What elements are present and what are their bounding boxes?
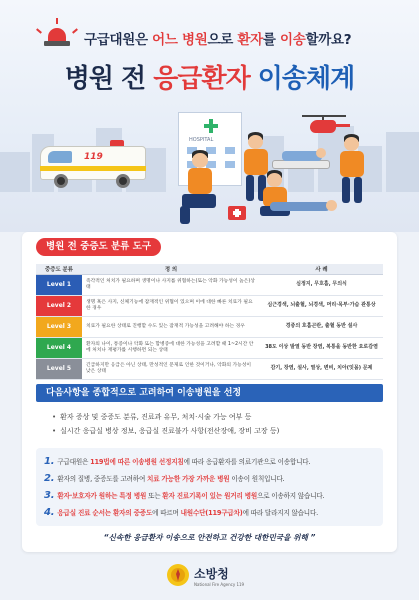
step-text: 환자의 질병, 중증도를 고려하여 [57,475,148,483]
paramedic-figure [180,150,220,226]
table-row [36,274,383,295]
header-illustration [0,0,419,232]
step-text: 환자·보호자가 원하는 특정 병원 [57,492,147,500]
example-cell: 감기, 장염, 설사, 열상, 변비, 치아(잇몸) 문제 [260,358,383,379]
ambulance-label: 119 [84,152,103,162]
selection-section-title: 다음사항을 종합적으로 고려하여 이송병원을 선정 [36,384,383,402]
step-text: 구급대원은 [57,458,91,466]
step-text: 치료 가능한 가장 가까운 병원 [147,475,230,483]
list-item [44,470,375,487]
example-cell: 38도 이상 발열 동반 장염, 복통을 동반한 요로감염 [260,337,383,358]
fire-agency-emblem-icon [166,563,190,587]
slogan: “신속한 응급환자 이송으로 안전하고 건강한 대한민국을 위해 ” [103,533,316,542]
example-cell: 경증의 호흡곤란, 출혈 동반 설사 [260,316,383,337]
step-number: 2. [44,473,55,484]
step-text: 으로 이송하지 않습니다. [257,492,325,500]
step-text: 119법에 따른 이송병원 선정지침 [90,458,184,466]
triage-section-title: 병원 전 중증도 분류 도구 [36,238,161,256]
column-header: 중증도 분류 [36,264,82,274]
step-number: 4. [44,507,55,518]
step-text: 에 따라 응급환자를 의료기관으로 이송합니다. [183,458,311,466]
page-title: 병원 전 응급환자 이송체계 [64,64,355,94]
stretcher [272,160,330,169]
list-item: • 실시간 응급실 병상 정보, 응급실 진료불가 사항(전산장애, 장비 고장 등) [52,427,280,435]
level-cell: Level 3 [36,316,82,337]
column-header: 사 례 [260,264,383,274]
triage-table [36,264,383,380]
level-cell: Level 2 [36,295,82,316]
patient-figure [270,202,330,211]
step-text: 환자 진료기록이 있는 원거리 병원 [162,492,258,500]
example-cell: 심근경색, 뇌출혈, 뇌경색, 머리·목부·가슴 관통상 [260,295,383,316]
level-cell: Level 5 [36,358,82,379]
definition-cell: 생명 혹은 사지, 신체기능에 잠재적인 위협이 있으며 이에 대한 빠른 치료가 필요한 경우 [82,295,260,316]
level-cell: Level 1 [36,274,82,295]
medical-cross-icon [204,119,218,133]
step-number: 1. [44,456,55,467]
step-text: 내원수단(119구급차) [180,509,243,517]
ambulance-icon [40,140,146,188]
first-aid-kit-icon [228,206,246,220]
table-row [36,358,383,379]
step-number: 3. [44,490,55,501]
step-text: 에 따르며 [152,509,181,517]
level-cell: Level 4 [36,337,82,358]
definition-cell: 치료가 필요한 상태로 진행할 수도 있는 잠재적 가능성을 고려해야 하는 경우 [82,316,260,337]
list-item: • 환자 증상 및 중증도 분류, 진료과 유무, 처치·시술 가능 여부 등 [52,413,252,421]
example-cell: 심정지, 무호흡, 무의식 [260,274,383,295]
helicopter-icon [302,112,352,136]
info-card [22,232,397,552]
table-header-row [36,264,383,274]
step-text: 이송이 원칙입니다. [229,475,285,483]
step-text: 에 따라 달라지지 않습니다. [242,509,319,517]
transport-rules-list [36,448,383,526]
definition-cell: 환자의 나이, 통증이나 악화 또는 합병증에 대한 가능성을 고려할 때 1~2시간 안에 처치나 재평가를 시행하면 되는 상태 [82,337,260,358]
table-row [36,337,383,358]
list-item [44,487,375,504]
column-header: 정 의 [82,264,260,274]
step-text: 응급실 진료 순서는 환자의 중증도 [57,509,153,517]
table-row [36,316,383,337]
table-row [36,295,383,316]
selection-criteria-list [52,410,382,438]
step-text: 또는 [146,492,163,500]
agency-name: 소방청 [194,567,229,581]
list-item [44,504,375,521]
agency-subtitle: National Fire Agency 119 [194,582,245,587]
list-item [44,453,375,470]
hospital-sign: HOSPITAL [189,137,214,143]
paramedic-figure [336,134,368,204]
definition-cell: 즉각적인 처치가 필요하며 생명이나 사지를 위협하는(또는 악화 가능성이 높은)상태 [82,274,260,295]
definition-cell: 긴급하지만 응급은 아닌 상태, 만성적인 문제로 인한 것이거나, 악화의 가능성이 낮은 상태 [82,358,260,379]
siren-icon [44,26,70,46]
header-question: 구급대원은 어느 병원으로 환자를 이송할까요? [84,32,352,48]
